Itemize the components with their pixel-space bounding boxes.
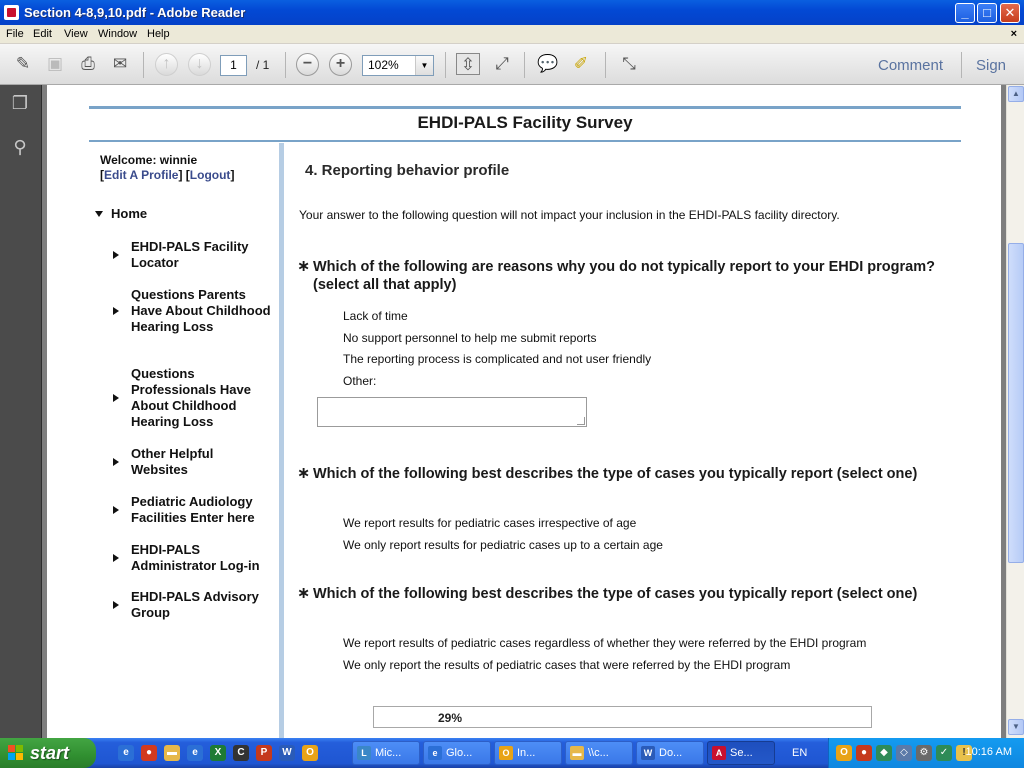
task-label: Glo...: [446, 747, 473, 759]
logout-link[interactable]: Logout: [189, 168, 231, 182]
survey-content: [297, 143, 977, 738]
document-close-button[interactable]: ×: [1010, 28, 1017, 40]
window-titlebar: [0, 0, 1024, 25]
task-label: \\c...: [588, 747, 609, 759]
zoom-out-icon[interactable]: −: [296, 53, 319, 76]
edit-profile-link[interactable]: Edit A Profile: [104, 168, 179, 182]
sidebar-item-label: EHDI-PALS Administrator Log-in: [131, 542, 260, 573]
collapsed-triangle-icon: [113, 506, 119, 514]
sidebar-item-label: Pediatric Audiology Facilities Enter here: [131, 494, 255, 525]
task-item-active[interactable]: [707, 741, 775, 765]
scroll-down-icon[interactable]: ▼: [1008, 719, 1024, 735]
close-button[interactable]: ✕: [1000, 3, 1020, 23]
required-icon: ∗: [297, 585, 311, 602]
start-label: start: [30, 743, 70, 763]
menu-bar: [0, 25, 1024, 44]
sidebar-item-label: EHDI-PALS Advisory Group: [131, 589, 259, 620]
window-title: Section 4-8,9,10.pdf - Adobe Reader: [24, 5, 246, 20]
quicklaunch-outlook-icon[interactable]: O: [302, 745, 318, 761]
clock: 10:16 AM: [965, 746, 1012, 758]
outlook-icon: O: [499, 746, 513, 760]
menu-view[interactable]: View: [64, 28, 88, 40]
prev-page-icon[interactable]: ↑: [155, 53, 178, 76]
collapsed-triangle-icon: [113, 251, 119, 259]
section-title: 4. Reporting behavior profile: [305, 162, 510, 179]
zoom-select[interactable]: [362, 55, 434, 76]
toolbar-separator: [285, 52, 286, 78]
sidebar-item-questions-professionals[interactable]: [113, 366, 273, 430]
question-text: Which of the following best describes the type of cases you typically report (select one): [313, 586, 918, 602]
minimize-button[interactable]: _: [955, 3, 975, 23]
tray-app-icon[interactable]: ●: [856, 745, 872, 761]
collapsed-triangle-icon: [113, 307, 119, 315]
toolbar-separator: [605, 52, 606, 78]
app-icon: L: [357, 746, 371, 760]
question-3-option[interactable]: We report results of pediatric cases regardless of whether they were referred by the EHDI program: [343, 636, 867, 650]
menu-edit[interactable]: Edit: [33, 28, 52, 40]
tray-app-icon[interactable]: ◇: [896, 745, 912, 761]
quicklaunch-excel-icon[interactable]: X: [210, 745, 226, 761]
collapsed-triangle-icon: [113, 601, 119, 609]
collapsed-triangle-icon: [113, 394, 119, 402]
browser-icon: e: [428, 746, 442, 760]
quicklaunch-browser-icon[interactable]: e: [187, 745, 203, 761]
menu-window[interactable]: Window: [98, 28, 138, 40]
next-page-icon[interactable]: ↓: [188, 53, 211, 76]
header-rule: [89, 140, 961, 142]
system-tray: [828, 738, 1024, 768]
toolbar-separator: [445, 52, 446, 78]
sidebar-item-questions-parents[interactable]: [113, 287, 273, 335]
task-item[interactable]: [636, 741, 704, 765]
page-total: / 1: [256, 58, 270, 72]
windows-taskbar: [0, 738, 1024, 768]
question-1: [297, 258, 957, 294]
site-sidebar: [89, 143, 279, 738]
nav-home[interactable]: [95, 206, 147, 221]
question-text: Which of the following are reasons why you do not typically report to your EHDI program? (select all that apply): [313, 259, 935, 293]
collapsed-triangle-icon: [113, 458, 119, 466]
question-3: [297, 585, 957, 603]
question-text: Which of the following best describes the type of cases you typically report (select one): [313, 466, 918, 482]
scroll-thumb[interactable]: [1008, 243, 1024, 563]
highlight-icon[interactable]: ✐: [573, 54, 589, 73]
tray-outlook-icon[interactable]: O: [836, 745, 852, 761]
question-1-option[interactable]: Lack of time: [343, 309, 408, 323]
pages-icon[interactable]: ❐: [11, 93, 29, 113]
page-title: EHDI-PALS Facility Survey: [417, 113, 633, 132]
nav-home-label: Home: [111, 206, 148, 221]
toolbar-separator: [143, 52, 144, 78]
task-label: Se...: [730, 747, 753, 759]
menu-help[interactable]: Help: [147, 28, 170, 40]
welcome-block: Welcome: winnie [Edit A Profile] [Logout]: [100, 153, 235, 182]
quicklaunch-ie-icon[interactable]: e: [118, 745, 134, 761]
task-item[interactable]: [494, 741, 562, 765]
quicklaunch-word-icon[interactable]: W: [279, 745, 295, 761]
sidebar-item-audiology-facilities[interactable]: [113, 494, 273, 526]
start-button[interactable]: [0, 738, 96, 768]
required-icon: ∗: [297, 258, 311, 275]
attachments-icon[interactable]: ⚲: [13, 137, 27, 157]
task-item[interactable]: [565, 741, 633, 765]
tray-app-icon[interactable]: ⚙: [916, 745, 932, 761]
header-rule: [89, 106, 961, 109]
document-area: [42, 85, 1006, 738]
expanded-triangle-icon: [95, 211, 103, 217]
sidebar-item-facility-locator[interactable]: [113, 239, 273, 271]
chevron-down-icon[interactable]: ▼: [415, 56, 433, 75]
task-label: Do...: [659, 747, 683, 759]
sign-button[interactable]: Sign: [976, 57, 1007, 74]
email-icon[interactable]: ✉: [112, 54, 128, 73]
question-2: [297, 465, 957, 483]
tray-app-icon[interactable]: !: [956, 745, 972, 761]
pdf-icon: A: [712, 746, 726, 760]
sidebar-item-label: Other Helpful Websites: [131, 446, 214, 477]
required-icon: ∗: [297, 465, 311, 482]
quicklaunch-app-icon[interactable]: C: [233, 745, 249, 761]
sidebar-divider: [279, 143, 284, 738]
fullscreen-icon[interactable]: ⤡: [622, 54, 636, 73]
zoom-in-icon[interactable]: +: [329, 53, 352, 76]
toolbar: [0, 44, 1024, 85]
pdf-page: [47, 85, 1001, 738]
question-1-option[interactable]: The reporting process is complicated and not user friendly: [343, 352, 652, 366]
sidebar-item-label: Questions Professionals Have About Childhood Hearing Loss: [131, 366, 251, 429]
fit-width-icon[interactable]: ⤢: [495, 54, 509, 73]
zoom-value: 102%: [368, 58, 399, 72]
toolbar-separator: [524, 52, 525, 78]
toolbar-separator: [961, 52, 962, 78]
adobe-reader-icon: [4, 5, 19, 20]
task-item[interactable]: [423, 741, 491, 765]
progress-label: 29%: [438, 711, 463, 725]
page-number-input[interactable]: 1: [220, 55, 247, 76]
windows-logo-icon: [8, 745, 25, 761]
task-label: In...: [517, 747, 536, 759]
quicklaunch-folder-icon[interactable]: ▬: [164, 745, 180, 761]
tray-app-icon[interactable]: ✓: [936, 745, 952, 761]
sidebar-item-advisory-group[interactable]: [113, 589, 273, 621]
question-1-option[interactable]: No support personnel to help me submit reports: [343, 331, 597, 345]
question-3-option[interactable]: We only report the results of pediatric cases that were referred by the EHDI program: [343, 658, 791, 672]
sidebar-item-admin-login[interactable]: [113, 542, 273, 574]
survey-progress-bar: [373, 706, 872, 728]
vertical-scrollbar[interactable]: [1006, 85, 1024, 738]
language-indicator[interactable]: EN: [792, 747, 808, 759]
question-1-option[interactable]: Other:: [343, 374, 377, 388]
question-2-option[interactable]: We report results for pediatric cases irrespective of age: [343, 516, 637, 530]
quicklaunch-powerpoint-icon[interactable]: P: [256, 745, 272, 761]
folder-icon: ▬: [570, 746, 584, 760]
tray-network-icon[interactable]: ◆: [876, 745, 892, 761]
edit-icon[interactable]: ✎: [15, 54, 31, 73]
intro-text: Your answer to the following question will not impact your inclusion in the EHDI-PALS facility directory.: [299, 208, 840, 222]
sidebar-item-helpful-websites[interactable]: [113, 446, 273, 478]
task-item[interactable]: [352, 741, 420, 765]
fit-page-icon[interactable]: ⇳: [456, 53, 480, 75]
other-textarea[interactable]: [317, 397, 587, 427]
word-icon: W: [641, 746, 655, 760]
print-icon[interactable]: ⎙: [81, 54, 95, 73]
navigation-panel: [0, 85, 42, 738]
maximize-button[interactable]: □: [977, 3, 997, 23]
quicklaunch-app-icon[interactable]: ●: [141, 745, 157, 761]
menu-file[interactable]: File: [6, 28, 24, 40]
comment-icon[interactable]: 💬: [537, 54, 559, 73]
sidebar-item-label: EHDI-PALS Facility Locator: [131, 239, 249, 270]
welcome-text: Welcome: winnie: [100, 153, 198, 167]
sidebar-item-label: Questions Parents Have About Childhood Hearing Loss: [131, 287, 271, 334]
collapsed-triangle-icon: [113, 554, 119, 562]
comment-button[interactable]: Comment: [878, 57, 944, 74]
question-2-option[interactable]: We only report results for pediatric cases up to a certain age: [343, 538, 663, 552]
task-label: Mic...: [375, 747, 402, 759]
save-icon[interactable]: ▣: [46, 54, 64, 73]
scroll-up-icon[interactable]: ▲: [1008, 86, 1024, 102]
